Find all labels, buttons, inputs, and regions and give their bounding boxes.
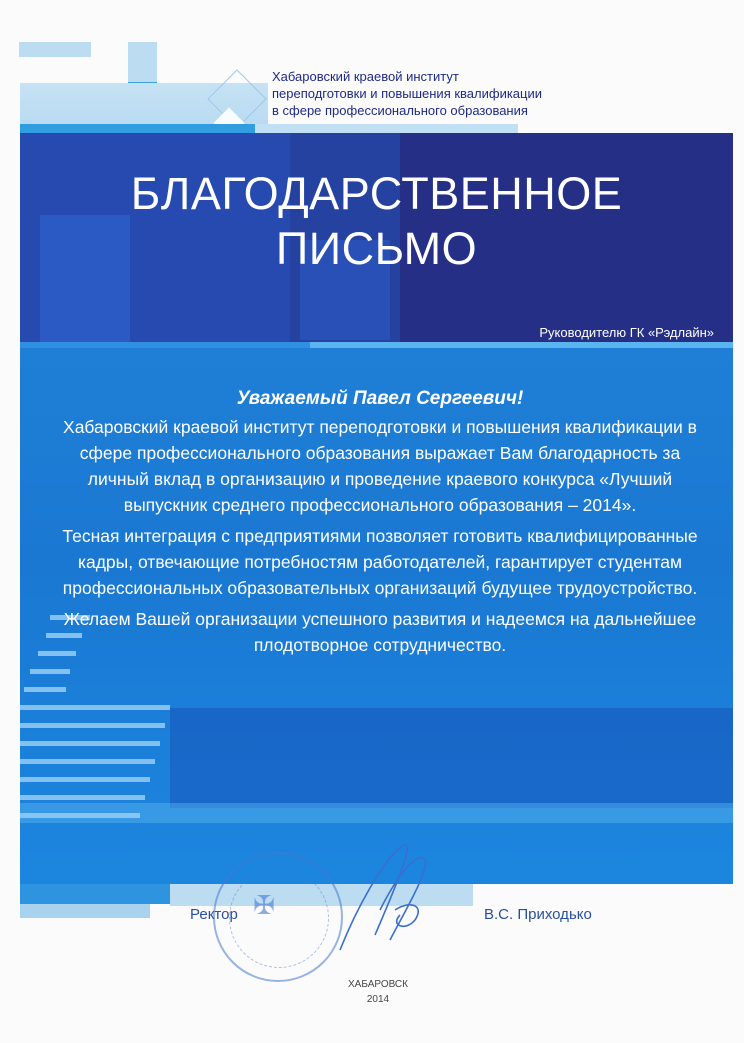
letter-paragraph: Тесная интеграция с предприятиями позволяет готовить квалифицированные кадры, отвечающие потребностям работодателей, гарантирует студентам профессиональных образовательных организаций будущее трудоустройство. [62, 526, 698, 598]
decor-block [128, 42, 157, 84]
decor-block [19, 42, 91, 57]
institution-name [272, 68, 672, 119]
decor-strip [20, 884, 170, 904]
recipient-position: Руководителю ГК «Рэдлайн» [539, 325, 714, 340]
signature-icon [320, 840, 440, 970]
letter-paragraph: Желаем Вашей организации успешного развития и надеемся на дальнейшее плодотворное сотрудничество. [63, 609, 697, 655]
letter-body [60, 386, 700, 663]
signatory-name: В.С. Приходько [484, 906, 592, 923]
year: 2014 [366, 994, 390, 1005]
decor-strip [20, 904, 150, 918]
city: ХАБАРОВСК [348, 979, 408, 990]
greeting: Уважаемый Павел Сергеевич! [236, 388, 524, 409]
letter-paragraph: Хабаровский краевой институт переподготовки и повышения квалификации в сфере профессионального образования выражает Вам благодарность за личный вклад в организацию и проведение краевого конкурса «Лучший выпускник среднего профессионального образования – 2014». [63, 417, 697, 515]
title-line: ПИСЬМО [275, 223, 478, 274]
institution-line: переподготовки и повышения квалификации [272, 86, 543, 101]
institution-line: в сфере профессионального образования [272, 103, 528, 118]
place-and-year [333, 977, 423, 1007]
seal-ring [229, 868, 329, 968]
signatory-role: Ректор [190, 906, 238, 923]
title-line: БЛАГОДАРСТВЕННОЕ [130, 168, 623, 219]
document-title [20, 166, 733, 276]
institution-line: Хабаровский краевой институт [272, 69, 459, 84]
decor-band [170, 708, 733, 808]
coat-of-arms-icon: ✠ [253, 890, 275, 920]
